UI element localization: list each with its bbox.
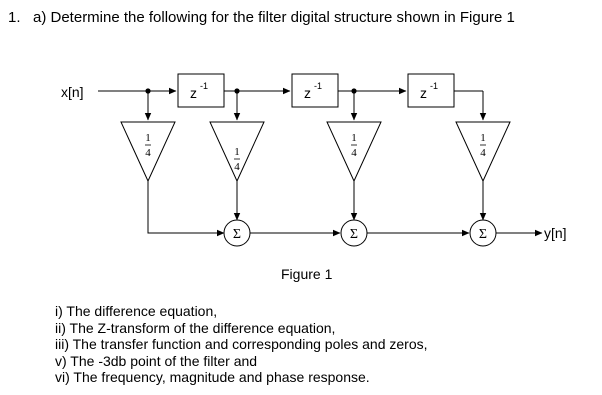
input-label: x[n] xyxy=(61,84,84,100)
coefficient-denominator: 4 xyxy=(145,147,151,159)
task-item: ii) The Z-transform of the difference equation, xyxy=(55,319,336,336)
task-list xyxy=(55,303,428,386)
task-item: iii) The transfer function and corresponding poles and zeros, xyxy=(55,336,428,353)
coefficient-numerator: 1 xyxy=(351,132,357,144)
sigma-icon: Σ xyxy=(478,227,488,242)
summing-junction-2 xyxy=(341,220,367,246)
gain-amplifier-4 xyxy=(456,122,510,181)
gain-amplifier-2 xyxy=(210,122,264,181)
delay-block-1 xyxy=(178,74,224,107)
delay-exponent: -1 xyxy=(430,81,439,91)
question-number: 1. xyxy=(8,9,21,26)
coefficient-numerator: 1 xyxy=(234,146,240,158)
summing-junction-3 xyxy=(470,220,496,246)
sigma-icon: Σ xyxy=(232,227,242,242)
task-item: i) The difference equation, xyxy=(55,303,218,319)
delay-block-3 xyxy=(408,74,454,107)
coefficient-numerator: 1 xyxy=(145,132,151,144)
coefficient-denominator: 4 xyxy=(234,161,240,173)
coefficient-denominator: 4 xyxy=(480,147,486,159)
delay-exponent: -1 xyxy=(314,81,323,91)
amp1-to-sum1-line xyxy=(148,181,224,233)
task-item: vi) The frequency, magnitude and phase response. xyxy=(55,369,370,386)
output-label: y[n] xyxy=(544,225,567,241)
coefficient-numerator: 1 xyxy=(480,132,486,144)
coefficient-denominator: 4 xyxy=(351,147,357,159)
gain-amplifier-3 xyxy=(327,122,381,181)
delay-z: z xyxy=(190,85,197,101)
task-item: v) The -3db point of the filter and xyxy=(55,352,258,369)
figure-caption: Figure 1 xyxy=(281,266,333,282)
gain-amplifier-1 xyxy=(121,122,175,181)
question-heading: a) Determine the following for the filter digital structure shown in Figure 1 xyxy=(33,9,515,26)
summing-junction-1 xyxy=(224,220,250,246)
delay-exponent: -1 xyxy=(200,81,209,91)
delay-block-2 xyxy=(292,74,338,107)
delay-z: z xyxy=(420,85,427,101)
delay-z: z xyxy=(304,85,311,101)
sigma-icon: Σ xyxy=(349,227,359,242)
